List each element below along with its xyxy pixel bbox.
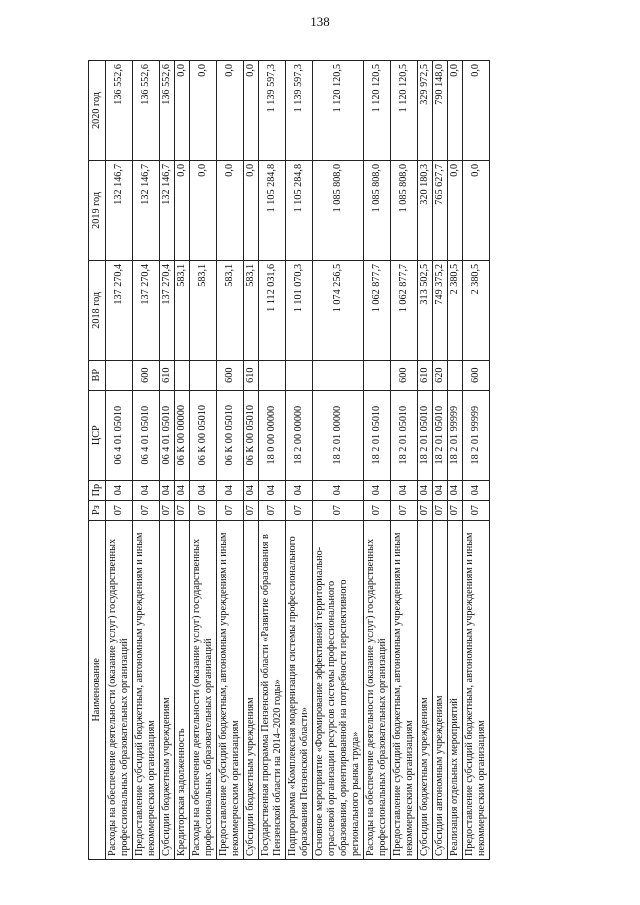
header-csr: ЦСР (89, 390, 106, 480)
row-csr: 06 К 00 05010 (217, 390, 244, 480)
row-pr: 04 (391, 480, 418, 500)
table-row (217, 61, 244, 860)
row-vr (313, 360, 364, 390)
row-2018: 137 270,4 (106, 260, 133, 360)
row-pr: 04 (313, 480, 364, 500)
row-rz: 07 (391, 500, 418, 520)
table-row (391, 61, 418, 860)
row-csr: 18 2 01 05010 (364, 390, 391, 480)
row-name: Субсидии бюджетным учреждениям (244, 520, 259, 859)
row-2019: 1 085 808,0 (364, 160, 391, 260)
row-pr: 04 (217, 480, 244, 500)
row-2020: 790 148,0 (433, 61, 448, 161)
row-2020: 0,0 (217, 61, 244, 161)
row-2019: 0,0 (244, 160, 259, 260)
row-vr: 600 (217, 360, 244, 390)
row-vr (448, 360, 463, 390)
row-csr: 18 2 01 05010 (418, 390, 433, 480)
row-csr: 06 4 01 05010 (106, 390, 133, 480)
row-name: Предоставление субсидий бюджетным, автономным учреждениям и иным некоммерческим организациям (217, 520, 244, 859)
row-2019: 765 627,7 (433, 160, 448, 260)
row-2019: 320 180,3 (418, 160, 433, 260)
row-rz: 07 (418, 500, 433, 520)
row-2020: 1 139 597,3 (286, 61, 313, 161)
row-name: Подпрограмма «Комплексная модернизация системы профессионального образования Пензенской области» (286, 520, 313, 859)
row-rz: 07 (463, 500, 490, 520)
row-2020: 0,0 (175, 61, 190, 161)
row-2019: 132 146,7 (160, 160, 175, 260)
row-csr: 18 2 00 00000 (286, 390, 313, 480)
table-row (463, 61, 490, 860)
row-rz: 07 (133, 500, 160, 520)
row-name: Субсидии бюджетным учреждениям (160, 520, 175, 859)
table-row (259, 61, 286, 860)
row-csr: 06 К 00 00000 (175, 390, 190, 480)
row-vr: 600 (133, 360, 160, 390)
row-name: Реализация отдельных мероприятий (448, 520, 463, 859)
row-pr: 04 (175, 480, 190, 500)
row-vr: 610 (244, 360, 259, 390)
row-2018: 137 270,4 (133, 260, 160, 360)
row-name: Предоставление субсидий бюджетным, автономным учреждениям и иным некоммерческим организациям (463, 520, 490, 859)
row-rz: 07 (106, 500, 133, 520)
table-row (418, 61, 433, 860)
row-pr: 04 (259, 480, 286, 500)
row-pr: 04 (106, 480, 133, 500)
row-2020: 136 552,6 (160, 61, 175, 161)
row-rz: 07 (448, 500, 463, 520)
row-csr: 06 К 00 05010 (244, 390, 259, 480)
row-pr: 04 (286, 480, 313, 500)
row-pr: 04 (448, 480, 463, 500)
table-row (433, 61, 448, 860)
row-2019: 132 146,7 (106, 160, 133, 260)
row-vr (286, 360, 313, 390)
row-2020: 0,0 (463, 61, 490, 161)
row-rz: 07 (364, 500, 391, 520)
header-vr: ВР (89, 360, 106, 390)
row-csr: 18 0 00 00000 (259, 390, 286, 480)
row-name: Основное мероприятие «Формирование эффективной территориально-отраслевой организации ресурсов системы профессионального образования, ориентированной на потребности перспективного регионального рынка труда» (313, 520, 364, 859)
table-row (175, 61, 190, 860)
table-row (364, 61, 391, 860)
row-2020: 1 139 597,3 (259, 61, 286, 161)
row-vr: 600 (463, 360, 490, 390)
row-rz: 07 (244, 500, 259, 520)
row-rz: 07 (190, 500, 217, 520)
row-2020: 136 552,6 (106, 61, 133, 161)
row-2020: 0,0 (190, 61, 217, 161)
row-rz: 07 (217, 500, 244, 520)
row-pr: 04 (433, 480, 448, 500)
table-row (106, 61, 133, 860)
row-name: Государственная программа Пензенской области «Развитие образования в Пензенской области на 2014–2020 годы» (259, 520, 286, 859)
row-2018: 583,1 (217, 260, 244, 360)
row-2018: 583,1 (244, 260, 259, 360)
row-pr: 04 (244, 480, 259, 500)
table-row (448, 61, 463, 860)
row-csr: 18 2 01 05010 (391, 390, 418, 480)
row-pr: 04 (418, 480, 433, 500)
row-vr (175, 360, 190, 390)
row-csr: 18 2 01 99999 (448, 390, 463, 480)
row-2020: 0,0 (448, 61, 463, 161)
row-vr (259, 360, 286, 390)
row-rz: 07 (175, 500, 190, 520)
header-name: Наименование (89, 520, 106, 859)
row-2020: 136 552,6 (133, 61, 160, 161)
row-vr (106, 360, 133, 390)
header-2018: 2018 год (89, 260, 106, 360)
row-2019: 0,0 (463, 160, 490, 260)
row-2020: 1 120 120,5 (313, 61, 364, 161)
row-2020: 1 120 120,5 (364, 61, 391, 161)
row-2018: 2 380,5 (448, 260, 463, 360)
row-csr: 18 2 01 00000 (313, 390, 364, 480)
row-rz: 07 (433, 500, 448, 520)
table-row (313, 61, 364, 860)
row-2018: 1 112 031,6 (259, 260, 286, 360)
row-rz: 07 (313, 500, 364, 520)
row-vr: 610 (418, 360, 433, 390)
row-2019: 1 105 284,8 (259, 160, 286, 260)
row-name: Предоставление субсидий бюджетным, автономным учреждениям и иным некоммерческим организациям (391, 520, 418, 859)
row-pr: 04 (364, 480, 391, 500)
row-pr: 04 (463, 480, 490, 500)
row-name: Расходы на обеспечение деятельности (оказание услуг) государственных профессиональных образовательных организаций (364, 520, 391, 859)
row-csr: 18 2 01 05010 (433, 390, 448, 480)
row-vr: 600 (391, 360, 418, 390)
row-2019: 0,0 (175, 160, 190, 260)
row-2018: 583,1 (190, 260, 217, 360)
table-row (160, 61, 175, 860)
header-2019: 2019 год (89, 160, 106, 260)
row-pr: 04 (160, 480, 175, 500)
table-row (133, 61, 160, 860)
row-csr: 06 4 01 05010 (133, 390, 160, 480)
row-name: Кредиторская задолженность (175, 520, 190, 859)
row-2018: 313 502,5 (418, 260, 433, 360)
row-vr (190, 360, 217, 390)
row-2019: 0,0 (190, 160, 217, 260)
row-2019: 1 105 284,8 (286, 160, 313, 260)
row-2019: 1 085 808,0 (391, 160, 418, 260)
row-2019: 1 085 808,0 (313, 160, 364, 260)
row-pr: 04 (133, 480, 160, 500)
row-2020: 1 120 120,5 (391, 61, 418, 161)
row-2018: 583,1 (175, 260, 190, 360)
row-2018: 749 375,2 (433, 260, 448, 360)
table-row (286, 61, 313, 860)
row-2018: 1 062 877,7 (391, 260, 418, 360)
row-csr: 06 4 01 05010 (160, 390, 175, 480)
row-2020: 0,0 (244, 61, 259, 161)
row-2019: 0,0 (448, 160, 463, 260)
row-2018: 1 101 070,3 (286, 260, 313, 360)
budget-table (88, 60, 490, 860)
row-2018: 137 270,4 (160, 260, 175, 360)
row-2019: 132 146,7 (133, 160, 160, 260)
row-rz: 07 (286, 500, 313, 520)
row-2018: 2 380,5 (463, 260, 490, 360)
row-csr: 18 2 01 99999 (463, 390, 490, 480)
row-2020: 329 972,5 (418, 61, 433, 161)
budget-table-rotated (88, 60, 623, 860)
page-number: 138 (310, 14, 330, 29)
row-rz: 07 (160, 500, 175, 520)
row-name: Расходы на обеспечение деятельности (оказание услуг) государственных профессиональных образовательных организаций (106, 520, 133, 859)
row-2019: 0,0 (217, 160, 244, 260)
row-vr: 620 (433, 360, 448, 390)
row-vr: 610 (160, 360, 175, 390)
row-name: Предоставление субсидий бюджетным, автономным учреждениям и иным некоммерческим организациям (133, 520, 160, 859)
header-pr: Пр (89, 480, 106, 500)
row-name: Расходы на обеспечение деятельности (оказание услуг) государственных профессиональных образовательных организаций (190, 520, 217, 859)
row-vr (364, 360, 391, 390)
row-csr: 06 К 00 05010 (190, 390, 217, 480)
table-row (190, 61, 217, 860)
row-name: Субсидии автономным учреждениям (433, 520, 448, 859)
row-pr: 04 (190, 480, 217, 500)
table-row (244, 61, 259, 860)
row-2018: 1 074 256,5 (313, 260, 364, 360)
row-name: Субсидии бюджетным учреждениям (418, 520, 433, 859)
row-2018: 1 062 877,7 (364, 260, 391, 360)
row-rz: 07 (259, 500, 286, 520)
header-2020: 2020 год (89, 61, 106, 161)
header-rz: Рз (89, 500, 106, 520)
table-body (106, 61, 490, 860)
table-header-row (89, 61, 106, 860)
